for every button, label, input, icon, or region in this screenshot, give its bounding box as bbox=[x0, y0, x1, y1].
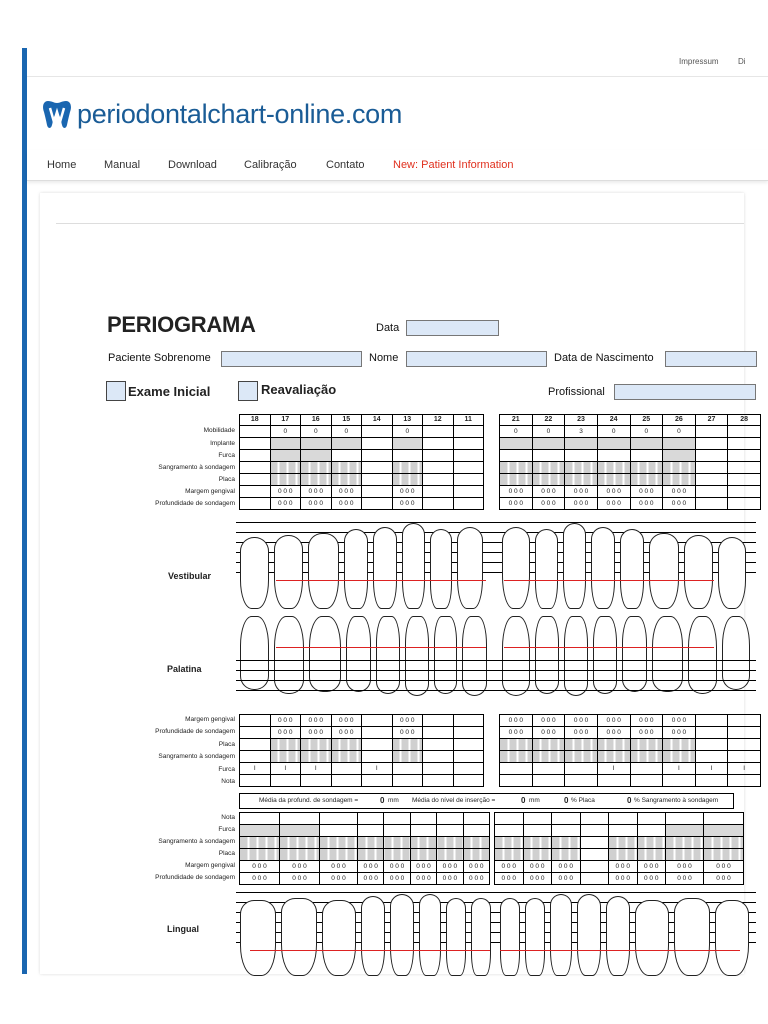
tooth-18-palatal[interactable] bbox=[240, 616, 269, 690]
lingual-teeth-right bbox=[240, 896, 496, 976]
lower-left-grid: 0 0 0 0 0 0 0 0 0 0 0 0 0 0 0 0 0 0 0 0 0 0 0 0 0 0 0 0 0 0 0 0 0 0 0 0 0 0 0 0 0 0 bbox=[494, 812, 744, 885]
row-label-bleeding: Sangramento à sondagem bbox=[158, 753, 235, 760]
nav-download[interactable]: Download bbox=[168, 159, 217, 171]
mobility-cell[interactable]: 0 bbox=[301, 426, 332, 438]
mobility-cell[interactable]: 0 bbox=[270, 426, 301, 438]
vestibular-label: Vestibular bbox=[168, 571, 212, 581]
row-label-plaque: Placa bbox=[218, 850, 235, 857]
tooth-number: 21 bbox=[500, 415, 533, 426]
averages-bar bbox=[239, 793, 734, 809]
professional-input[interactable] bbox=[614, 384, 756, 400]
furcation-cell[interactable] bbox=[301, 450, 332, 462]
avg-probing-value: 0 bbox=[380, 796, 385, 805]
tooth-number: 12 bbox=[423, 415, 454, 426]
tooth-46-lingual[interactable] bbox=[322, 900, 356, 976]
main-nav bbox=[27, 150, 768, 181]
bleeding-percent-value: 0 bbox=[627, 796, 632, 805]
tooth-number: 17 bbox=[270, 415, 301, 426]
tooth-23-vestibular[interactable] bbox=[563, 523, 586, 609]
row-label-note: Nota bbox=[221, 814, 235, 821]
periogram-sheet bbox=[100, 300, 749, 974]
vestibular-teeth-right bbox=[240, 525, 488, 609]
tooth-25-vestibular[interactable] bbox=[620, 529, 644, 609]
row-label-probing-depth: Profundidade de sondagem bbox=[155, 500, 235, 507]
plaque-cell[interactable] bbox=[301, 474, 332, 486]
tooth-42-lingual[interactable] bbox=[446, 898, 466, 976]
nav-home[interactable]: Home bbox=[47, 159, 77, 171]
top-utility-bar bbox=[27, 48, 768, 77]
bleeding-percent-label: % Sangramento à sondagem bbox=[634, 797, 719, 804]
row-label-probing-depth: Profundidade de sondagem bbox=[155, 874, 235, 881]
plaque-cell[interactable] bbox=[392, 474, 423, 486]
tooth-11-vestibular[interactable] bbox=[457, 527, 483, 609]
upper-left-grid: 21 22 23 24 25 26 27 28 0 0 3 0 0 0 0 0 0 0 0 0 0 0 0 0 0 0 0 0 0 0 0 0 0 0 0 0 0 0 0 0 0 0 0 0 0 0 0 0 0 0 bbox=[499, 414, 761, 510]
nav-calibration[interactable]: Calibração bbox=[244, 159, 297, 171]
tooth-22-vestibular[interactable] bbox=[535, 529, 558, 609]
furcation-cell[interactable] bbox=[663, 450, 696, 462]
vestibular-teeth-left bbox=[502, 525, 751, 609]
lingual-teeth-left bbox=[500, 896, 754, 976]
tooth-13-vestibular[interactable] bbox=[402, 523, 425, 609]
row-label-mobility: Mobilidade bbox=[203, 427, 235, 434]
divider bbox=[56, 223, 744, 224]
plaque-cell[interactable] bbox=[270, 474, 301, 486]
tooth-number: 25 bbox=[630, 415, 663, 426]
gingival-line-palatal-right bbox=[276, 647, 486, 648]
gingival-margin-cell[interactable]: 0 0 0 bbox=[392, 486, 423, 498]
tooth-number: 27 bbox=[695, 415, 728, 426]
row-label-furcation: Furca bbox=[218, 826, 235, 833]
tooth-27-palatal[interactable] bbox=[688, 616, 717, 694]
lower-right-grid: 0 0 0 0 0 0 0 0 0 0 0 0 0 0 0 0 0 0 0 0 0 0 0 0 0 0 0 0 0 0 0 0 0 0 0 0 0 0 0 0 0 0 0 0 0 0 0 0 bbox=[239, 812, 490, 885]
row-label-bleeding: Sangramento à sondagem bbox=[158, 838, 235, 845]
dob-label: Data de Nascimento bbox=[554, 352, 654, 364]
row-label-gingival-margin: Margem gengival bbox=[185, 862, 235, 869]
avg-probing-unit: mm bbox=[388, 797, 399, 804]
tooth-28-vestibular[interactable] bbox=[718, 537, 746, 609]
tooth-47-lingual[interactable] bbox=[281, 898, 317, 976]
mobility-cell[interactable] bbox=[423, 426, 454, 438]
plaque-cell[interactable] bbox=[331, 474, 362, 486]
tooth-11-palatal[interactable] bbox=[462, 616, 487, 696]
tooth-43-lingual[interactable] bbox=[419, 894, 441, 976]
name-label: Nome bbox=[369, 352, 399, 364]
mobility-cell[interactable]: 0 bbox=[630, 426, 663, 438]
tooth-21-palatal[interactable] bbox=[502, 616, 530, 696]
tooth-number: 14 bbox=[362, 415, 393, 426]
mobility-cell[interactable] bbox=[240, 426, 271, 438]
tooth-35-lingual[interactable] bbox=[606, 896, 630, 976]
tooth-24-vestibular[interactable] bbox=[591, 527, 615, 609]
upper-left-palatal-grid: 0 0 0 0 0 0 0 0 0 0 0 0 0 0 0 0 0 0 0 0 0 0 0 0 0 0 0 0 0 0 0 0 0 0 0 0 I I I I bbox=[499, 714, 761, 787]
row-label-bleeding: Sangramento à sondagem bbox=[158, 464, 235, 471]
tooth-23-palatal[interactable] bbox=[564, 616, 588, 696]
tooth-number: 16 bbox=[301, 415, 332, 426]
tooth-12-palatal[interactable] bbox=[434, 616, 457, 694]
mobility-cell[interactable]: 0 bbox=[331, 426, 362, 438]
mobility-cell[interactable]: 0 bbox=[663, 426, 696, 438]
tooth-number: 22 bbox=[532, 415, 565, 426]
gingival-margin-cell[interactable]: 0 0 0 bbox=[270, 486, 301, 498]
row-label-probing-depth: Profundidade de sondagem bbox=[155, 728, 235, 735]
gingival-line-vestibular-right bbox=[276, 580, 486, 581]
tooth-number: 24 bbox=[597, 415, 630, 426]
probing-depth-cell[interactable]: 0 0 0 bbox=[392, 498, 423, 510]
tooth-18-vestibular[interactable] bbox=[240, 537, 269, 609]
mobility-cell[interactable] bbox=[362, 426, 393, 438]
surname-input[interactable] bbox=[221, 351, 362, 367]
upper-right-grid bbox=[239, 414, 484, 510]
tooth-48-lingual[interactable] bbox=[240, 900, 276, 976]
mobility-cell[interactable]: 0 bbox=[597, 426, 630, 438]
tooth-number: 18 bbox=[240, 415, 271, 426]
row-label-furcation: Furca bbox=[218, 452, 235, 459]
tooth-45-lingual[interactable] bbox=[361, 896, 385, 976]
row-label-plaque: Placa bbox=[218, 476, 235, 483]
page-title: PERIOGRAMA bbox=[107, 312, 256, 337]
avg-attachment-value: 0 bbox=[521, 796, 526, 805]
logo-text: periodontalchart-online.com bbox=[77, 98, 403, 129]
dob-input[interactable] bbox=[665, 351, 757, 367]
site-logo[interactable] bbox=[40, 96, 402, 132]
tooth-21-vestibular[interactable] bbox=[502, 527, 530, 609]
mobility-cell[interactable]: 0 bbox=[532, 426, 565, 438]
tooth-number: 13 bbox=[392, 415, 423, 426]
probing-depth-cell[interactable]: 0 0 0 bbox=[331, 498, 362, 510]
tooth-15-vestibular[interactable] bbox=[344, 529, 368, 609]
palatal-teeth-left bbox=[502, 616, 755, 696]
tooth-31-lingual[interactable] bbox=[500, 898, 520, 976]
implant-cell[interactable] bbox=[270, 438, 301, 450]
tooth-16-vestibular[interactable] bbox=[308, 533, 339, 609]
row-label-furcation: Furca bbox=[218, 766, 235, 773]
avg-attachment-unit: mm bbox=[529, 797, 540, 804]
tooth-number: 23 bbox=[565, 415, 598, 426]
tooth-34-lingual[interactable] bbox=[577, 894, 601, 976]
gingival-line-lingual-left bbox=[500, 950, 740, 951]
initial-exam-label: Exame Inicial bbox=[128, 384, 211, 399]
tooth-22-palatal[interactable] bbox=[535, 616, 559, 694]
bleeding-cell[interactable] bbox=[331, 462, 362, 474]
mobility-cell[interactable] bbox=[453, 426, 484, 438]
tooth-28-palatal[interactable] bbox=[722, 616, 750, 690]
nav-patient-info[interactable]: New: Patient Information bbox=[393, 159, 514, 171]
initial-exam-checkbox[interactable] bbox=[106, 381, 126, 401]
tooth-12-vestibular[interactable] bbox=[430, 529, 452, 609]
implant-cell[interactable] bbox=[392, 438, 423, 450]
gingival-line-palatal-left bbox=[504, 647, 714, 648]
palatal-teeth-right bbox=[240, 616, 492, 696]
nav-contact[interactable]: Contato bbox=[326, 159, 365, 171]
tooth-41-lingual[interactable] bbox=[471, 898, 491, 976]
tooth-logo-icon bbox=[40, 98, 74, 130]
reevaluation-label: Reavaliação bbox=[261, 382, 337, 397]
plaque-percent-label: % Placa bbox=[571, 797, 595, 804]
implant-cell[interactable] bbox=[331, 438, 362, 450]
tooth-17-vestibular[interactable] bbox=[274, 535, 303, 609]
row-label-implant: Implante bbox=[210, 440, 235, 447]
implant-cell[interactable] bbox=[301, 438, 332, 450]
tooth-32-lingual[interactable] bbox=[525, 898, 545, 976]
mobility-cell[interactable]: 0 bbox=[500, 426, 533, 438]
mobility-cell[interactable] bbox=[728, 426, 761, 438]
gingival-margin-cell[interactable]: 0 0 0 bbox=[301, 486, 332, 498]
tooth-44-lingual[interactable] bbox=[390, 894, 414, 976]
tooth-33-lingual[interactable] bbox=[550, 894, 572, 976]
row-label-note: Nota bbox=[221, 778, 235, 785]
tooth-27-vestibular[interactable] bbox=[684, 535, 713, 609]
tooth-number: 15 bbox=[331, 415, 362, 426]
probing-depth-cell[interactable]: 0 0 0 bbox=[301, 498, 332, 510]
tooth-17-palatal[interactable] bbox=[274, 616, 304, 694]
reevaluation-checkbox[interactable] bbox=[238, 381, 258, 401]
mobility-cell[interactable]: 3 bbox=[565, 426, 598, 438]
tooth-26-vestibular[interactable] bbox=[649, 533, 679, 609]
impressum-link[interactable]: Impressum bbox=[679, 57, 719, 66]
gingival-line-lingual-right bbox=[250, 950, 490, 951]
tooth-37-lingual[interactable] bbox=[674, 898, 710, 976]
tooth-14-vestibular[interactable] bbox=[373, 527, 397, 609]
avg-attachment-label: Média do nível de inserção = bbox=[412, 797, 496, 804]
mobility-cell[interactable]: 0 bbox=[392, 426, 423, 438]
tooth-24-palatal[interactable] bbox=[593, 616, 617, 694]
gingival-margin-cell[interactable]: 0 0 0 bbox=[331, 486, 362, 498]
tooth-number: 26 bbox=[663, 415, 696, 426]
row-label-gingival-margin: Margem gengival bbox=[185, 488, 235, 495]
page-accent-stripe bbox=[22, 48, 27, 974]
bleeding-cell[interactable] bbox=[301, 462, 332, 474]
tooth-36-lingual[interactable] bbox=[635, 900, 669, 976]
upper-right-palatal-grid: 0 0 0 0 0 0 0 0 0 0 0 0 0 0 0 0 0 0 0 0 0 0 0 0 I I I I bbox=[239, 714, 484, 787]
tooth-number: 11 bbox=[453, 415, 484, 426]
bleeding-cell[interactable] bbox=[392, 462, 423, 474]
row-label-plaque: Placa bbox=[218, 741, 235, 748]
lingual-label: Lingual bbox=[167, 924, 199, 934]
name-input[interactable] bbox=[406, 351, 547, 367]
mobility-cell[interactable] bbox=[695, 426, 728, 438]
nav-manual[interactable]: Manual bbox=[104, 159, 141, 171]
date-label: Data bbox=[376, 322, 400, 334]
gingival-line-vestibular-left bbox=[504, 580, 714, 581]
plaque-percent-value: 0 bbox=[564, 796, 569, 805]
professional-label: Profissional bbox=[548, 386, 605, 398]
surname-label: Paciente Sobrenome bbox=[108, 352, 211, 364]
tooth-13-palatal[interactable] bbox=[405, 616, 429, 696]
date-input[interactable] bbox=[406, 320, 499, 336]
bleeding-cell[interactable] bbox=[270, 462, 301, 474]
furcation-cell[interactable] bbox=[270, 450, 301, 462]
tooth-38-lingual[interactable] bbox=[715, 900, 749, 976]
row-label-gingival-margin: Margem gengival bbox=[185, 716, 235, 723]
palatal-label: Palatina bbox=[167, 664, 202, 674]
avg-probing-label: Média da profund. de sondagem = bbox=[259, 797, 359, 804]
tooth-14-palatal[interactable] bbox=[376, 616, 400, 694]
probing-depth-cell[interactable]: 0 0 0 bbox=[270, 498, 301, 510]
top-link-2[interactable]: Di bbox=[738, 57, 746, 66]
tooth-number: 28 bbox=[728, 415, 761, 426]
